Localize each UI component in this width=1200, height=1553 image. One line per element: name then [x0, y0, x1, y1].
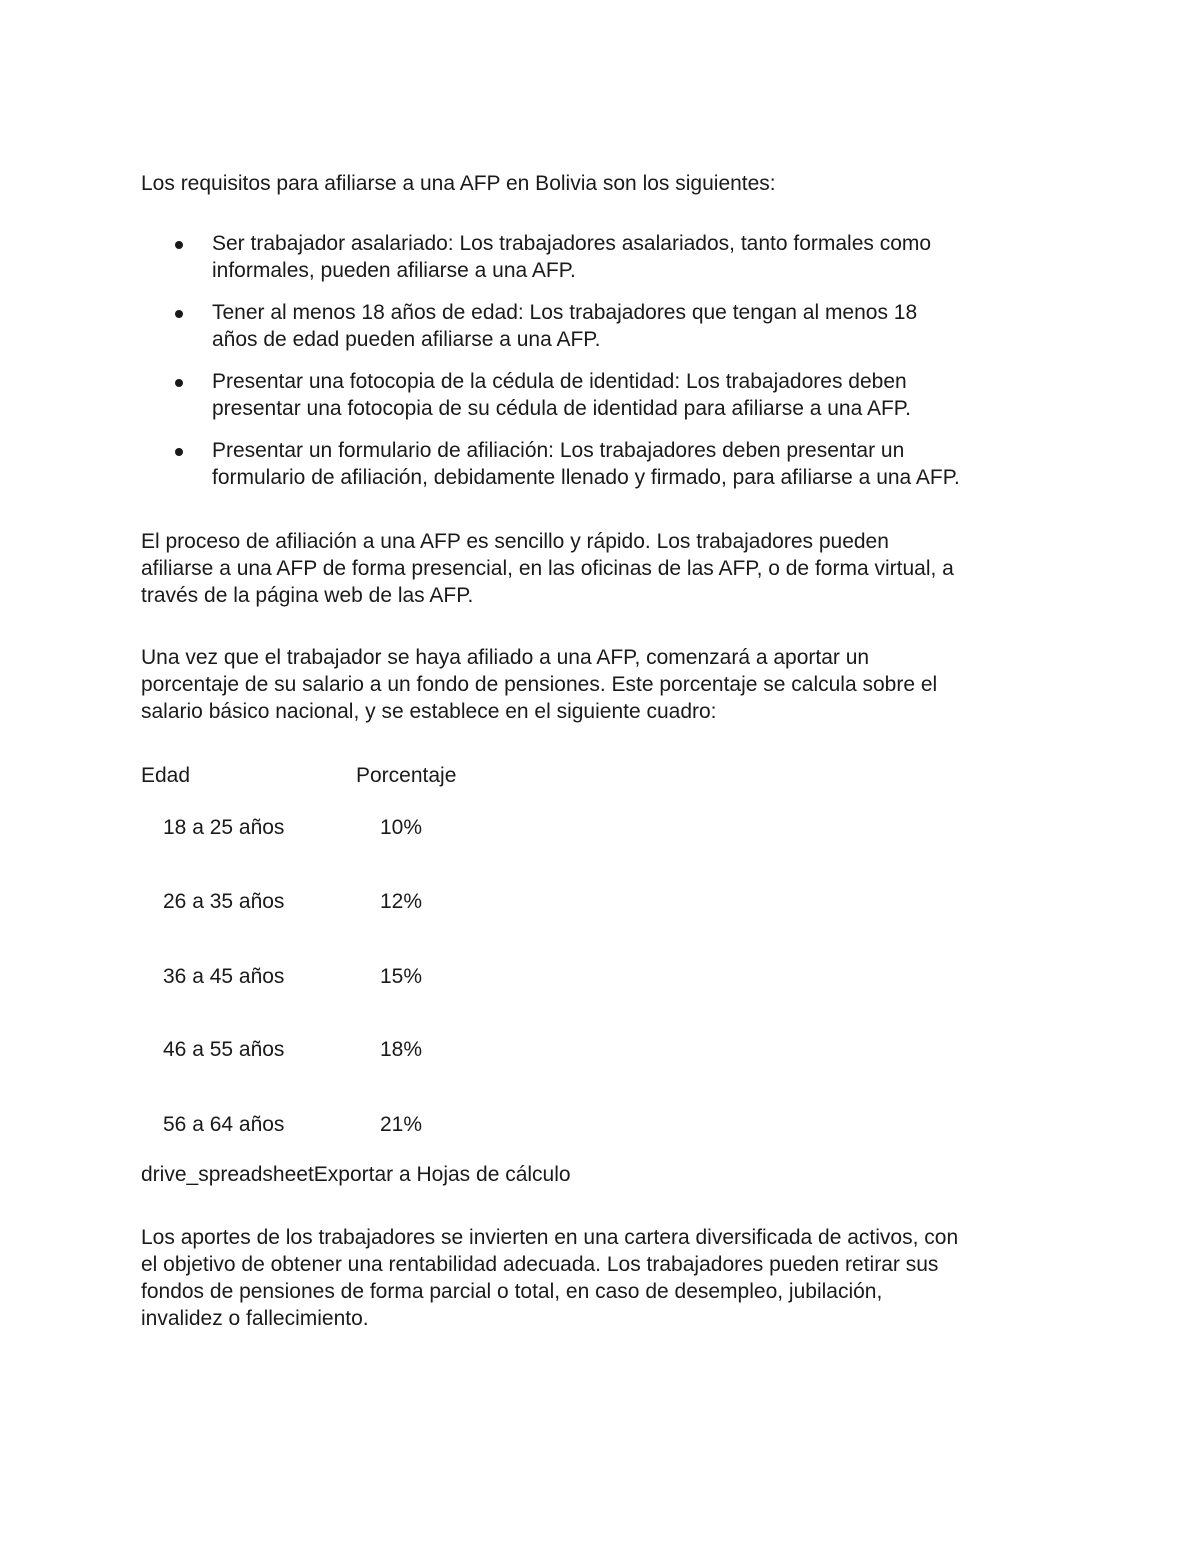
contribution-paragraph: [141, 644, 1071, 725]
table-header-age: Edad: [141, 764, 191, 787]
list-item-line: años de edad pueden afiliarse a una AFP.: [212, 328, 601, 351]
requirements-list: [141, 230, 1071, 506]
list-item-line: Ser trabajador asalariado: Los trabajadores asalariados, tanto formales como: [212, 232, 932, 255]
table-cell-percent: 18%: [380, 1038, 423, 1061]
table-row: [141, 814, 641, 841]
bullet-icon: [175, 448, 183, 456]
process-paragraph: [141, 528, 1071, 609]
paragraph-line: fondos de pensiones de forma parcial o total, en caso de desempleo, jubilación,: [141, 1280, 883, 1303]
paragraph-line: través de la página web de las AFP.: [141, 584, 474, 607]
bullet-icon: [175, 379, 183, 387]
paragraph-line: afiliarse a una AFP de forma presencial, en las oficinas de las AFP, o de forma virtual, a: [141, 557, 954, 580]
table-cell-percent: 15%: [380, 965, 423, 988]
table-row: [141, 963, 641, 990]
table-row: [141, 888, 641, 915]
paragraph-line: invalidez o fallecimiento.: [141, 1307, 369, 1330]
paragraph-line: Una vez que el trabajador se haya afiliado a una AFP, comenzará a aportar un: [141, 646, 870, 669]
paragraph-line: Los aportes de los trabajadores se invierten en una cartera diversificada de activos, con: [141, 1226, 959, 1249]
table-cell-age: 56 a 64 años: [163, 1113, 285, 1136]
paragraph-line: El proceso de afiliación a una AFP es sencillo y rápido. Los trabajadores pueden: [141, 530, 889, 553]
list-item: [141, 437, 1071, 491]
table-cell-percent: 10%: [380, 816, 423, 839]
table-cell-percent: 21%: [380, 1113, 423, 1136]
export-label: Exportar a Hojas de cálculo: [313, 1163, 571, 1186]
paragraph-line: salario básico nacional, y se establece en el siguiente cuadro:: [141, 700, 717, 723]
table-cell-age: 18 a 25 años: [163, 816, 285, 839]
export-to-sheets-link[interactable]: [141, 1161, 571, 1188]
spreadsheet-icon: drive_spreadsheet: [141, 1163, 314, 1186]
table-cell-percent: 12%: [380, 890, 423, 913]
list-item: [141, 299, 1071, 353]
table-cell-age: 26 a 35 años: [163, 890, 285, 913]
list-item-line: Presentar una fotocopia de la cédula de identidad: Los trabajadores deben: [212, 370, 907, 393]
closing-paragraph: [141, 1224, 1071, 1332]
list-item-line: presentar una fotocopia de su cédula de identidad para afiliarse a una AFP.: [212, 397, 911, 420]
bullet-icon: [175, 241, 183, 249]
list-item: [141, 230, 1071, 284]
paragraph-line: porcentaje de su salario a un fondo de pensiones. Este porcentaje se calcula sobre el: [141, 673, 938, 696]
intro-paragraph: Los requisitos para afiliarse a una AFP en Bolivia son los siguientes:: [141, 172, 776, 195]
table-row: [141, 1111, 641, 1138]
table-header-percent: Porcentaje: [356, 764, 457, 787]
table-row: [141, 1036, 641, 1063]
table-cell-age: 46 a 55 años: [163, 1038, 285, 1061]
list-item-line: Tener al menos 18 años de edad: Los trabajadores que tengan al menos 18: [212, 301, 918, 324]
list-item: [141, 368, 1071, 422]
percentage-table: [141, 762, 641, 1136]
table-header-row: [141, 762, 641, 789]
paragraph-line: el objetivo de obtener una rentabilidad adecuada. Los trabajadores pueden retirar sus: [141, 1253, 939, 1276]
list-item-line: informales, pueden afiliarse a una AFP.: [212, 259, 576, 282]
list-item-line: Presentar un formulario de afiliación: Los trabajadores deben presentar un: [212, 439, 905, 462]
table-cell-age: 36 a 45 años: [163, 965, 285, 988]
list-item-line: formulario de afiliación, debidamente llenado y firmado, para afiliarse a una AFP.: [212, 466, 960, 489]
bullet-icon: [175, 310, 183, 318]
